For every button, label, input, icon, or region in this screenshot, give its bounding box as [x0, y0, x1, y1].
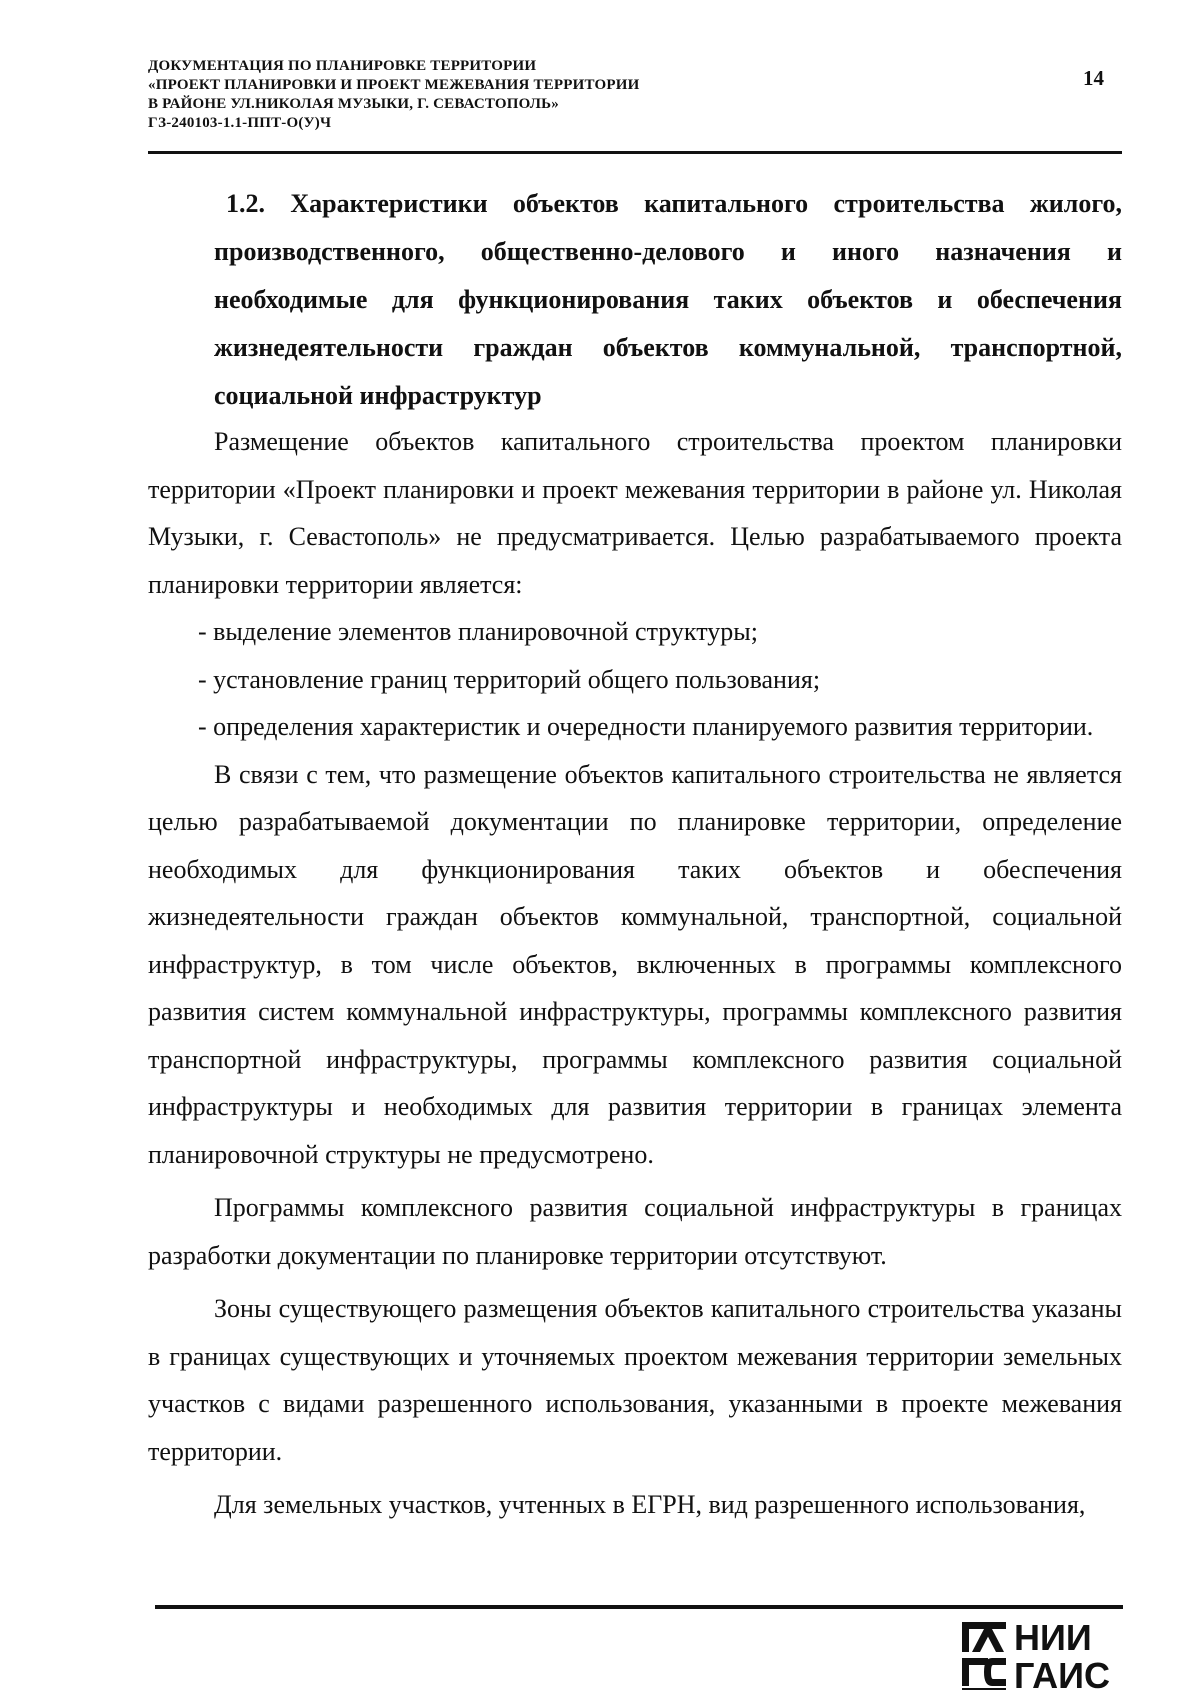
header-line-3: В РАЙОНЕ УЛ.НИКОЛАЯ МУЗЫКИ, Г. СЕВАСТОПОЛЬ» — [148, 96, 559, 112]
header-line-4: ГЗ-240103-1.1-ППТ-О(У)Ч — [148, 115, 332, 131]
section-number: 1.2. — [226, 189, 265, 218]
footer-rule — [155, 1605, 1123, 1609]
logo-mark-icon — [962, 1622, 1006, 1690]
paragraph-3: Программы комплексного развития социальной инфраструктуры в границах разработки документации по планировке территории отсутствуют. — [148, 1193, 1122, 1270]
paragraph-2: В связи с тем, что размещение объектов капитального строительства не является целью разрабатываемой документации по планировке территории, определение необходимых для функционирования таких объектов и обеспечения жизнедеятельности граждан объектов коммунальной, транспортной, социальной инфраструктур, в том числе объектов, включенных в программы комплексного развития систем коммунальной инфраструктуры, программы комплексного развития транспортной инфраструктуры, программы комплексного развития социальной инфраструктуры и необходимых для развития территории в границах элемента планировочной структуры не предусмотрено. — [148, 759, 1122, 1169]
page-number: 14 — [1083, 66, 1104, 90]
niigais-logo — [960, 1616, 1135, 1692]
logo-line-1: НИИ — [1014, 1617, 1092, 1658]
document-header — [148, 57, 988, 133]
list-item-1: - выделение элементов планировочной структуры; — [198, 617, 758, 646]
paragraph-1: Размещение объектов капитального строительства проектом планировки территории «Проект планировки и проект межевания территории в районе ул. Николая Музыки, г. Севастополь» не предусматривается. Целью разрабатываемого проекта планировки территории является: — [148, 427, 1122, 599]
section-heading — [214, 180, 1122, 420]
paragraph-5: Для земельных участков, учтенных в ЕГРН, вид разрешенного использования, — [214, 1490, 1086, 1519]
body-text — [148, 418, 1122, 1529]
section-title: Характеристики объектов капитального строительства жилого, производственного, общественно-делового и иного назначения и необходимые для функционирования таких объектов и обеспечения жизнедеятельности граждан объектов коммунальной, транспортной, социальной инфраструктур — [214, 189, 1122, 410]
header-rule — [148, 151, 1122, 154]
list-item-3: - определения характеристик и очередности планируемого развития территории. — [198, 712, 1094, 741]
header-line-2: «ПРОЕКТ ПЛАНИРОВКИ И ПРОЕКТ МЕЖЕВАНИЯ ТЕРРИТОРИИ — [148, 77, 640, 93]
paragraph-4: Зоны существующего размещения объектов капитального строительства указаны в границах существующих и уточняемых проектом межевания территории земельных участков с видами разрешенного использования, указанными в проекте межевания территории. — [148, 1294, 1122, 1466]
header-line-1: ДОКУМЕНТАЦИЯ ПО ПЛАНИРОВКЕ ТЕРРИТОРИИ — [148, 58, 537, 74]
list-item-2: - установление границ территорий общего пользования; — [198, 664, 821, 694]
logo-line-2: ГАИС — [1014, 1655, 1111, 1692]
